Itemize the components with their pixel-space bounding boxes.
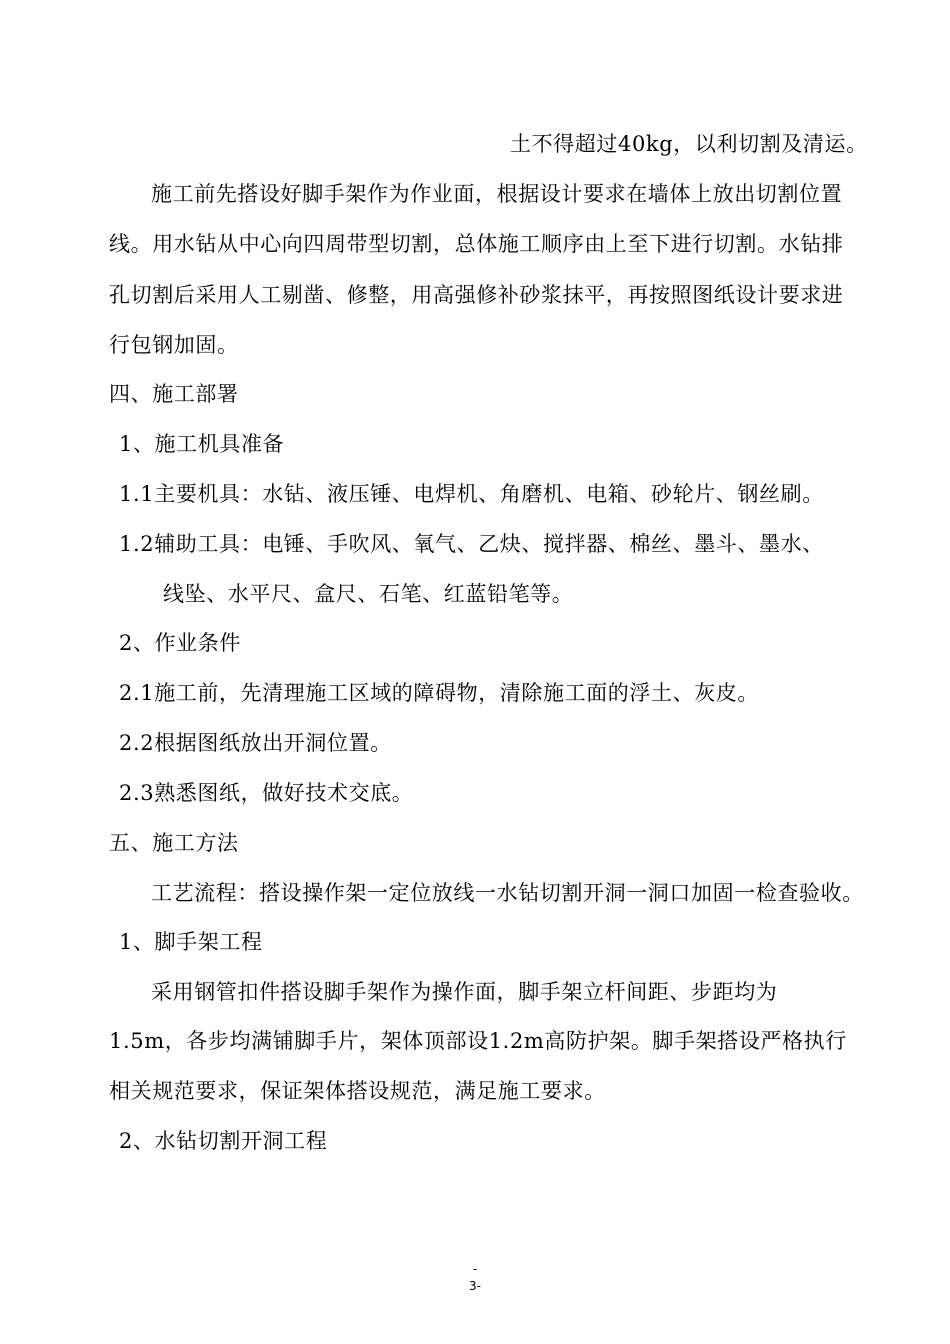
subheading-core-drill: 2、水钻切割开洞工程 <box>119 1129 328 1153</box>
subheading-1: 1、施工机具准备 <box>119 432 285 456</box>
section-heading-5: 五、施工方法 <box>109 831 239 855</box>
page-footer-dash: - <box>472 1262 478 1276</box>
paragraph-line-2: 线。用水钻从中心向四周带型切割，总体施工顺序由上至下进行切割。水钻排 <box>109 232 844 256</box>
list-item-1-2: 1.2辅助工具：电锤、手吹风、氧气、乙炔、搅拌器、棉丝、墨斗、墨水、 <box>119 532 824 556</box>
paragraph-line-4: 行包钢加固。 <box>109 333 239 357</box>
list-item-1-2-cont: 线坠、水平尺、盒尺、石笔、红蓝铅笔等。 <box>163 582 574 606</box>
scaffold-line-1: 采用钢管扣件搭设脚手架作为操作面，脚手架立杆间距、步距均为 <box>151 980 778 1004</box>
process-flow: 工艺流程：搭设操作架一定位放线一水钻切割开洞一洞口加固一检查验收。 <box>151 881 864 905</box>
scaffold-line-3: 相关规范要求，保证架体搭设规范，满足施工要求。 <box>109 1079 606 1103</box>
paragraph-line-3: 孔切割后采用人工剔凿、修整，用高强修补砂浆抹平，再按照图纸设计要求进 <box>109 283 844 307</box>
paragraph-line-1: 施工前先搭设好脚手架作为作业面，根据设计要求在墙体上放出切割位置 <box>151 182 843 206</box>
subheading-2: 2、作业条件 <box>119 631 241 655</box>
scaffold-line-2: 1.5m，各步均满铺脚手片，架体顶部设1.2m高防护架。脚手架搭设严格执行 <box>109 1029 847 1053</box>
list-item-2-3: 2.3熟悉图纸，做好技术交底。 <box>119 781 414 805</box>
text-line-1: 土不得超过40kg，以利切割及清运。 <box>510 132 868 156</box>
list-item-1-1: 1.1主要机具：水钻、液压锤、电焊机、角磨机、电箱、砂轮片、钢丝刷。 <box>119 482 824 506</box>
list-item-2-2: 2.2根据图纸放出开洞位置。 <box>119 731 392 755</box>
list-item-2-1: 2.1施工前，先清理施工区域的障碍物，清除施工面的浮土、灰皮。 <box>119 681 759 705</box>
subheading-scaffold: 1、脚手架工程 <box>119 930 263 954</box>
page-number: 3- <box>469 1279 481 1293</box>
section-heading-4: 四、施工部署 <box>109 382 239 406</box>
